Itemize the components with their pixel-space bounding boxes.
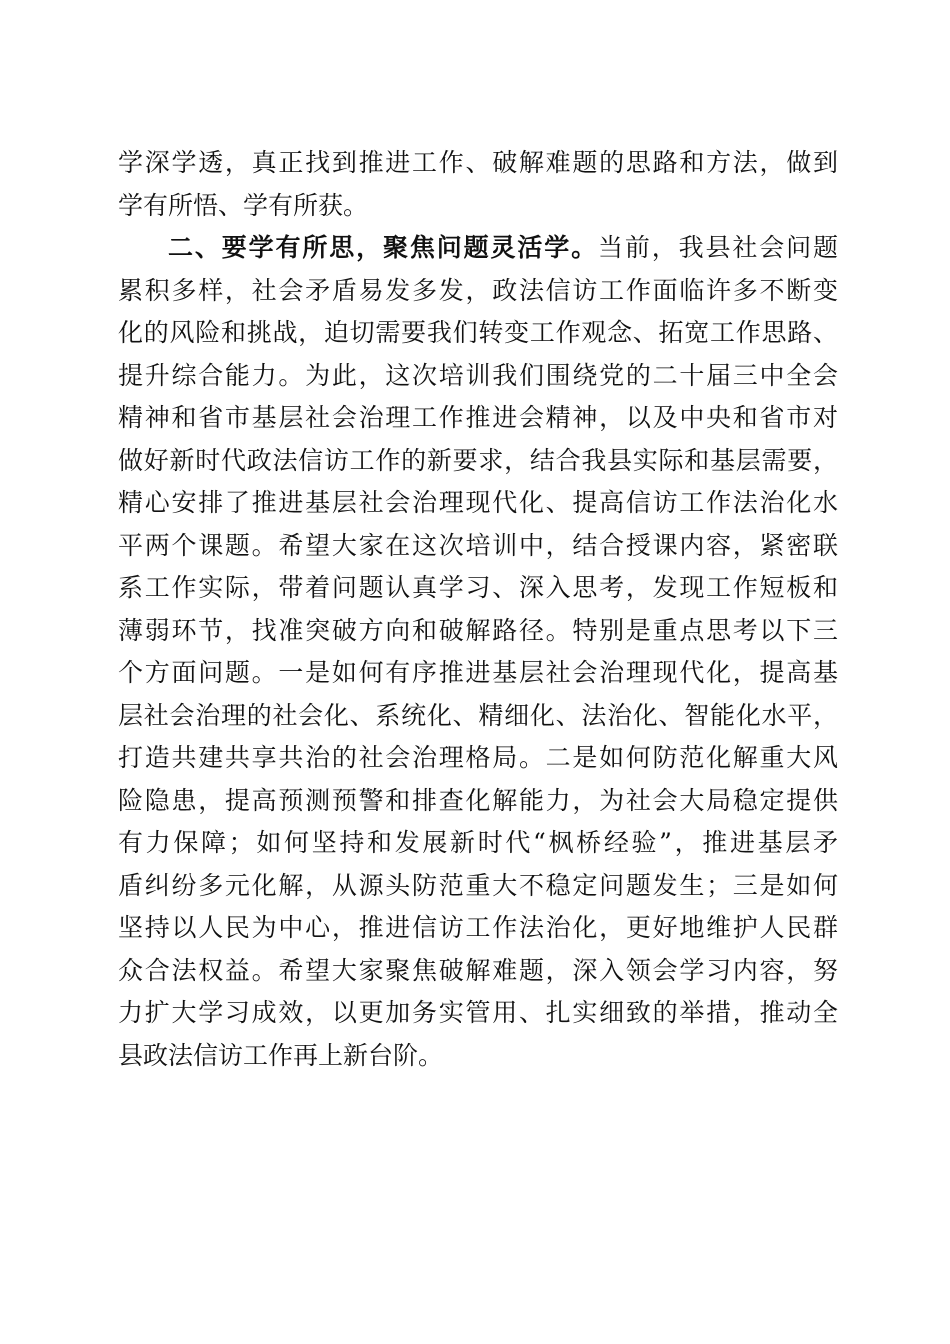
text-line: 做好新时代政法信访工作的新要求，结合我县实际和基层需要，: [118, 445, 838, 475]
body-text: [118, 142, 838, 1077]
text-line: 险隐患，提高预测预警和排查化解能力，为社会大局稳定提供: [118, 785, 838, 815]
text-line: 薄弱环节，找准突破方向和破解路径。特别是重点思考以下三: [118, 615, 838, 645]
text-line: 个方面问题。一是如何有序推进基层社会治理现代化，提高基: [118, 658, 838, 687]
text-line: 层社会治理的社会化、系统化、精细化、法治化、智能化水平，: [118, 700, 838, 730]
text-line: 有力保障；如何坚持和发展新时代“枫桥经验”，推进基层矛: [118, 828, 838, 857]
text-line: 学有所悟、学有所获。: [118, 190, 369, 220]
text-fragment: 当前，我县社会问题: [597, 233, 838, 262]
text-line: 化的风险和挑战，迫切需要我们转变工作观念、拓宽工作思路、: [118, 318, 838, 347]
text-line: 力扩大学习成效，以更加务实管用、扎实细致的举措，推动全: [118, 998, 838, 1027]
text-line: 盾纠纷多元化解，从源头防范重大不稳定问题发生；三是如何: [118, 870, 838, 900]
text-line: 累积多样，社会矛盾易发多发，政法信访工作面临许多不断变: [118, 275, 838, 305]
text-line: 坚持以人民为中心，推进信访工作法治化，更好地维护人民群: [118, 913, 838, 942]
paragraph-first-line: [118, 227, 838, 270]
text-line: 学深学透，真正找到推进工作、破解难题的思路和方法，做到: [118, 148, 838, 177]
text-line: 提升综合能力。为此，这次培训我们围绕党的二十届三中全会: [118, 360, 838, 390]
text-line: 众合法权益。希望大家聚焦破解难题，深入领会学习内容，努: [118, 955, 838, 985]
text-line: 精心安排了推进基层社会治理现代化、提高信访工作法治化水: [118, 488, 838, 517]
paragraph-2: [118, 227, 838, 1077]
text-line: 打造共建共享共治的社会治理格局。二是如何防范化解重大风: [118, 743, 838, 772]
text-line: 平两个课题。希望大家在这次培训中，结合授课内容，紧密联: [118, 530, 838, 560]
text-line: 县政法信访工作再上新台阶。: [118, 1040, 444, 1070]
text-line: 精神和省市基层社会治理工作推进会精神，以及中央和省市对: [118, 403, 838, 432]
text-line: 系工作实际，带着问题认真学习、深入思考，发现工作短板和: [118, 573, 838, 602]
paragraph-1: [118, 142, 838, 227]
section-heading: 二、要学有所思，聚焦问题灵活学。: [168, 233, 598, 262]
